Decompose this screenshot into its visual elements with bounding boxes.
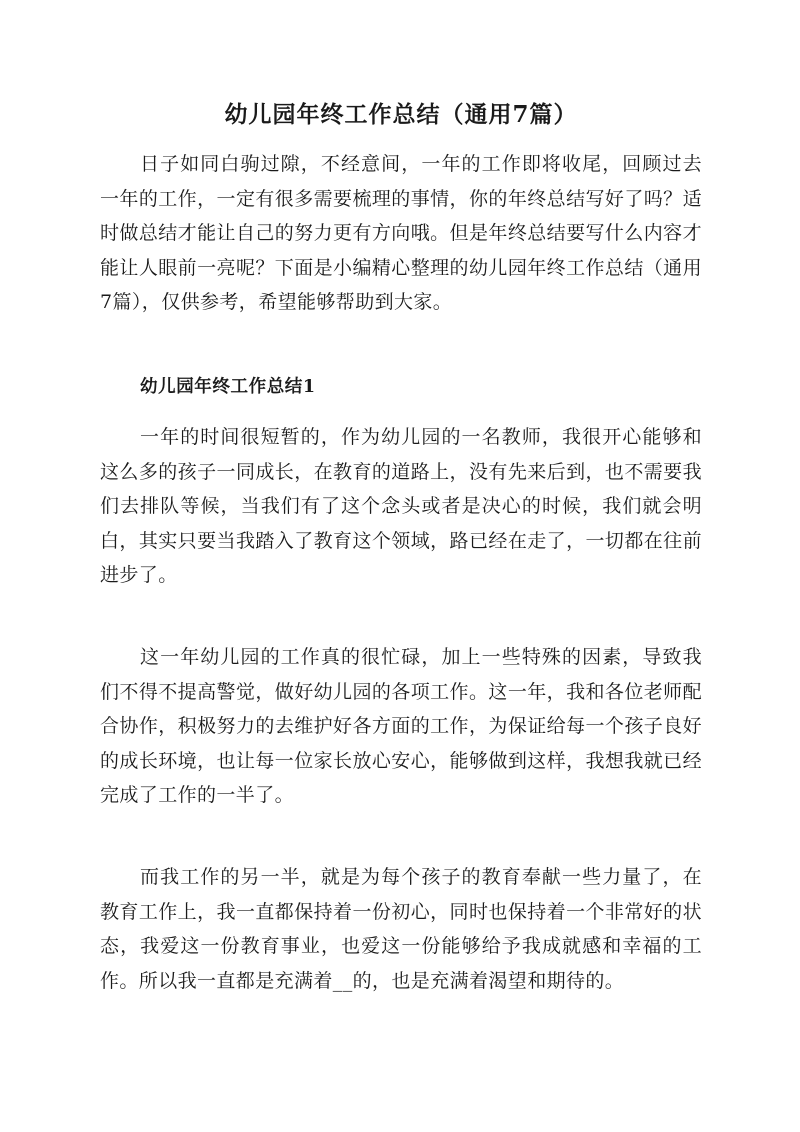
body-paragraph-2: 这一年幼儿园的工作真的很忙碌，加上一些特殊的因素，导致我们不得不提高警觉，做好幼儿园的各项工作。这一年，我和各位老师配合协作，积极努力的去维护好各方面的工作，为保证给每一个孩子良好的成长环境，也让每一位家长放心安心，能够做到这样，我想我就已经完成了工作的一半了。: [100, 646, 702, 806]
body-paragraph-3: 而我工作的另一半，就是为每个孩子的教育奉献一些力量了，在教育工作上，我一直都保持着一份初心，同时也保持着一个非常好的状态，我爱这一份教育事业，也爱这一份能够给予我成就感和幸福的工作。所以我一直都是充满着__的，也是充满着渴望和期待的。: [100, 866, 702, 992]
body-paragraph-1: 一年的时间很短暂的，作为幼儿园的一名教师，我很开心能够和这么多的孩子一同成长，在教育的道路上，没有先来后到，也不需要我们去排队等候，当我们有了这个念头或者是决心的时候，我们就会明白，其实只要当我踏入了教育这个领域，路已经在走了，一切都在往前进步了。: [100, 426, 702, 586]
section-heading: 幼儿园年终工作总结1: [140, 377, 316, 397]
intro-paragraph: 日子如同白驹过隙，不经意间，一年的工作即将收尾，回顾过去一年的工作，一定有很多需要梳理的事情，你的年终总结写好了吗？适时做总结才能让自己的努力更有方向哦。但是年终总结要写什么内容才能让人眼前一亮呢？下面是小编精心整理的幼儿园年终工作总结（通用7篇），仅供参考，希望能够帮助到大家。: [100, 153, 702, 313]
document-title: 幼儿园年终工作总结（通用7篇）: [224, 101, 578, 128]
